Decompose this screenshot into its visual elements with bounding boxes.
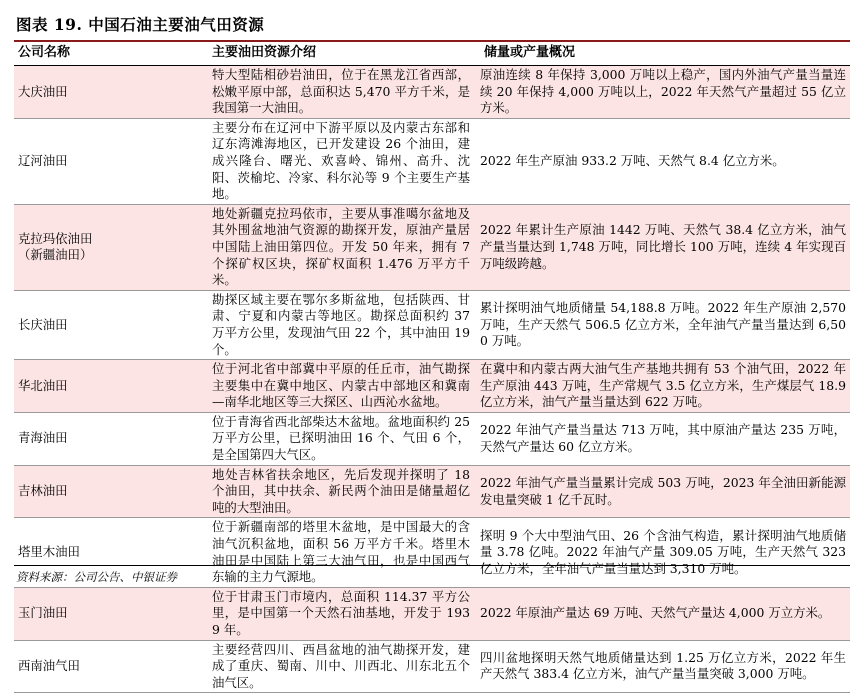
oilfield-table xyxy=(14,42,850,693)
table-row xyxy=(14,640,850,693)
resource-intro: 位于甘肃玉门市境内，总面积 114.37 平方公里，是中国第一个天然石油基地，开发于 1939 年。 xyxy=(110,587,474,640)
production-summary: 2022 年生产原油 933.2 万吨、天然气 8.4 亿立方米。 xyxy=(474,118,850,204)
table-row xyxy=(14,118,850,204)
production-summary: 探明 9 个大中型油气田、26 个含油气构造，累计探明油气地质储量 3.78 亿吨。2022 年油气产量 309.05 万吨，生产天然气 323 亿立方米，全年油气产量当量达到 3,310 万吨。 xyxy=(474,518,850,587)
company-name: 大庆油田 xyxy=(14,66,110,119)
production-summary: 2022 年累计生产原油 1442 万吨、天然气 38.4 亿立方米，油气产量当量达到 1,748 万吨，同比增长 100 万吨，连续 4 年实现百万吨级跨越。 xyxy=(474,204,850,290)
production-summary: 2022 年原油产量达 69 万吨、天然气产量达 4,000 万立方米。 xyxy=(474,587,850,640)
table-row xyxy=(14,465,850,518)
header-reserves: 储量或产量概况 xyxy=(474,42,850,66)
company-name: 塔里木油田 xyxy=(14,518,110,587)
resource-intro: 地处吉林省扶余地区，先后发现并探明了 18 个油田，其中扶余、新民两个油田是储量超亿吨的大型油田。 xyxy=(110,465,474,518)
production-summary: 2022 年油气产量当量累计完成 503 万吨，2023 年全油田新能源发电量突破 1 亿千瓦时。 xyxy=(474,465,850,518)
header-row xyxy=(14,42,850,66)
table-row xyxy=(14,204,850,290)
table-bottom-rule xyxy=(14,565,850,566)
resource-intro: 主要经营四川、西昌盆地的油气勘探开发，建成了重庆、蜀南、川中、川西北、川东北五个油气区。 xyxy=(110,640,474,693)
production-summary: 在冀中和内蒙古两大油气生产基地共拥有 53 个油气田，2022 年生产原油 443 万吨，生产常规气 3.5 亿立方米，生产煤层气 18.9 亿立方米，油气产量当量达到 622 万吨。 xyxy=(474,360,850,413)
company-name: 辽河油田 xyxy=(14,118,110,204)
header-company: 公司名称 xyxy=(14,42,110,66)
source-note: 资料来源：公司公告、中银证券 xyxy=(16,570,177,584)
company-name: 克拉玛依油田（新疆油田） xyxy=(14,204,110,290)
resource-intro: 勘探区域主要在鄂尔多斯盆地，包括陕西、甘肃、宁夏和内蒙古等地区。勘探总面积约 37 万平方公里，发现油气田 22 个，其中油田 19 个。 xyxy=(110,290,474,359)
company-name: 西南油气田 xyxy=(14,640,110,693)
table-row xyxy=(14,412,850,465)
table-row xyxy=(14,290,850,359)
company-name: 玉门油田 xyxy=(14,587,110,640)
company-name: 华北油田 xyxy=(14,360,110,413)
company-name: 青海油田 xyxy=(14,412,110,465)
production-summary: 四川盆地探明天然气地质储量达到 1.25 万亿立方米，2022 年生产天然气 383.4 亿立方米，油气产量当量突破 3,000 万吨。 xyxy=(474,640,850,693)
production-summary: 累计探明油气地质储量 54,188.8 万吨。2022 年生产原油 2,570 万吨，生产天然气 506.5 亿立方米，全年油气产量当量达到 6,500 万吨。 xyxy=(474,290,850,359)
figure-title: 图表 19. 中国石油主要油气田资源 xyxy=(16,15,265,34)
resource-intro: 主要分布在辽河中下游平原以及内蒙古东部和辽东湾滩海地区，已开发建设 26 个油田，建成兴隆台、曙光、欢喜岭、锦州、高升、沈阳、茨榆坨、冷家、科尔沁等 9 个主要生产基地。 xyxy=(110,118,474,204)
production-summary: 2022 年油气产量当量达 713 万吨，其中原油产量达 235 万吨，天然气产量达 60 亿立方米。 xyxy=(474,412,850,465)
company-name: 长庆油田 xyxy=(14,290,110,359)
header-resources: 主要油田资源介绍 xyxy=(110,42,474,66)
resource-intro: 地处新疆克拉玛依市，主要从事准噶尔盆地及其外围盆地油气资源的勘探开发，原油产量居中国陆上油田第四位。开发 50 年来，拥有 7 个探矿权区块，探矿权面积 1.476 万平方千米。 xyxy=(110,204,474,290)
resource-intro: 特大型陆相砂岩油田，位于在黑龙江省西部，松嫩平原中部，总面积达 5,470 平方千米，是我国第一大油田。 xyxy=(110,66,474,119)
resource-intro: 位于新疆南部的塔里木盆地，是中国最大的含油气沉积盆地，面积 56 万平方千米。塔里木油田是中国陆上第三大油气田，也是中国西气东输的主力气源地。 xyxy=(110,518,474,587)
table-row xyxy=(14,587,850,640)
table-row xyxy=(14,66,850,119)
resource-intro: 位于河北省中部冀中平原的任丘市，油气勘探主要集中在冀中地区、内蒙古中部地区和冀南—南华北地区等三大探区、山西沁水盆地。 xyxy=(110,360,474,413)
table-row xyxy=(14,360,850,413)
resource-intro: 位于青海省西北部柴达木盆地。盆地面积约 25 万平方公里，已探明油田 16 个、气田 6 个，是全国第四大气区。 xyxy=(110,412,474,465)
company-name: 吉林油田 xyxy=(14,465,110,518)
production-summary: 原油连续 8 年保持 3,000 万吨以上稳产，国内外油气产量当量连续 20 年保持 4,000 万吨以上，2022 年天然气产量超过 55 亿立方米。 xyxy=(474,66,850,119)
